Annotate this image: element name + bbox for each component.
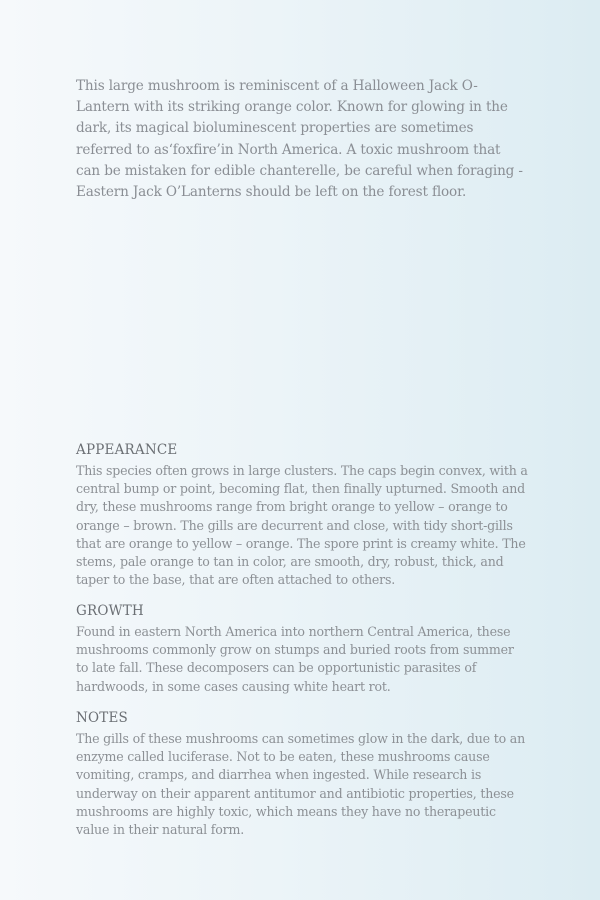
notes-body: The gills of these mushrooms can sometimes glow in the dark, due to an enzyme called luciferase. Not to be eaten, these mushrooms cause vomiting, cramps, and diarrhea when ingested. While research is underway on their apparent antitumor and antibiotic properties, these mushrooms are highly toxic, which means they have no therapeutic value in their natural form. <box>76 731 525 838</box>
appearance-body: This species often grows in large clusters. The caps begin convex, with a central bump or point, becoming flat, then finally upturned. Smooth and dry, these mushrooms range from bright orange to yellow – orange to orange – brown. The gills are decurrent and close, with tidy short-gills that are orange to yellow – orange. The spore print is creamy white. The stems, pale orange to tan in color, are smooth, dry, robust, thick, and taper to the base, that are often attached to others. <box>76 463 528 588</box>
growth-body: Found in eastern North America into northern Central America, these mushrooms commonly grow on stumps and buried roots from summer to late fall. These decomposers can be opportunistic parasites of hardwoods, in some cases causing white heart rot. <box>76 624 514 694</box>
appearance-heading: APPEARANCE <box>76 442 178 458</box>
notes-section <box>76 709 528 839</box>
notes-heading: NOTES <box>76 710 128 726</box>
appearance-section <box>76 441 528 589</box>
growth-section <box>76 602 528 696</box>
intro-paragraph: This large mushroom is reminiscent of a Halloween Jack O-Lantern with its striking orange color. Known for glowing in the dark, its magical bioluminescent properties are sometimes referred to as‘foxfire’in North America. A toxic mushroom that can be mistaken for edible chanterelle, be careful when foraging - Eastern Jack O’Lanterns should be left on the forest floor. <box>76 78 523 201</box>
growth-heading: GROWTH <box>76 603 144 619</box>
